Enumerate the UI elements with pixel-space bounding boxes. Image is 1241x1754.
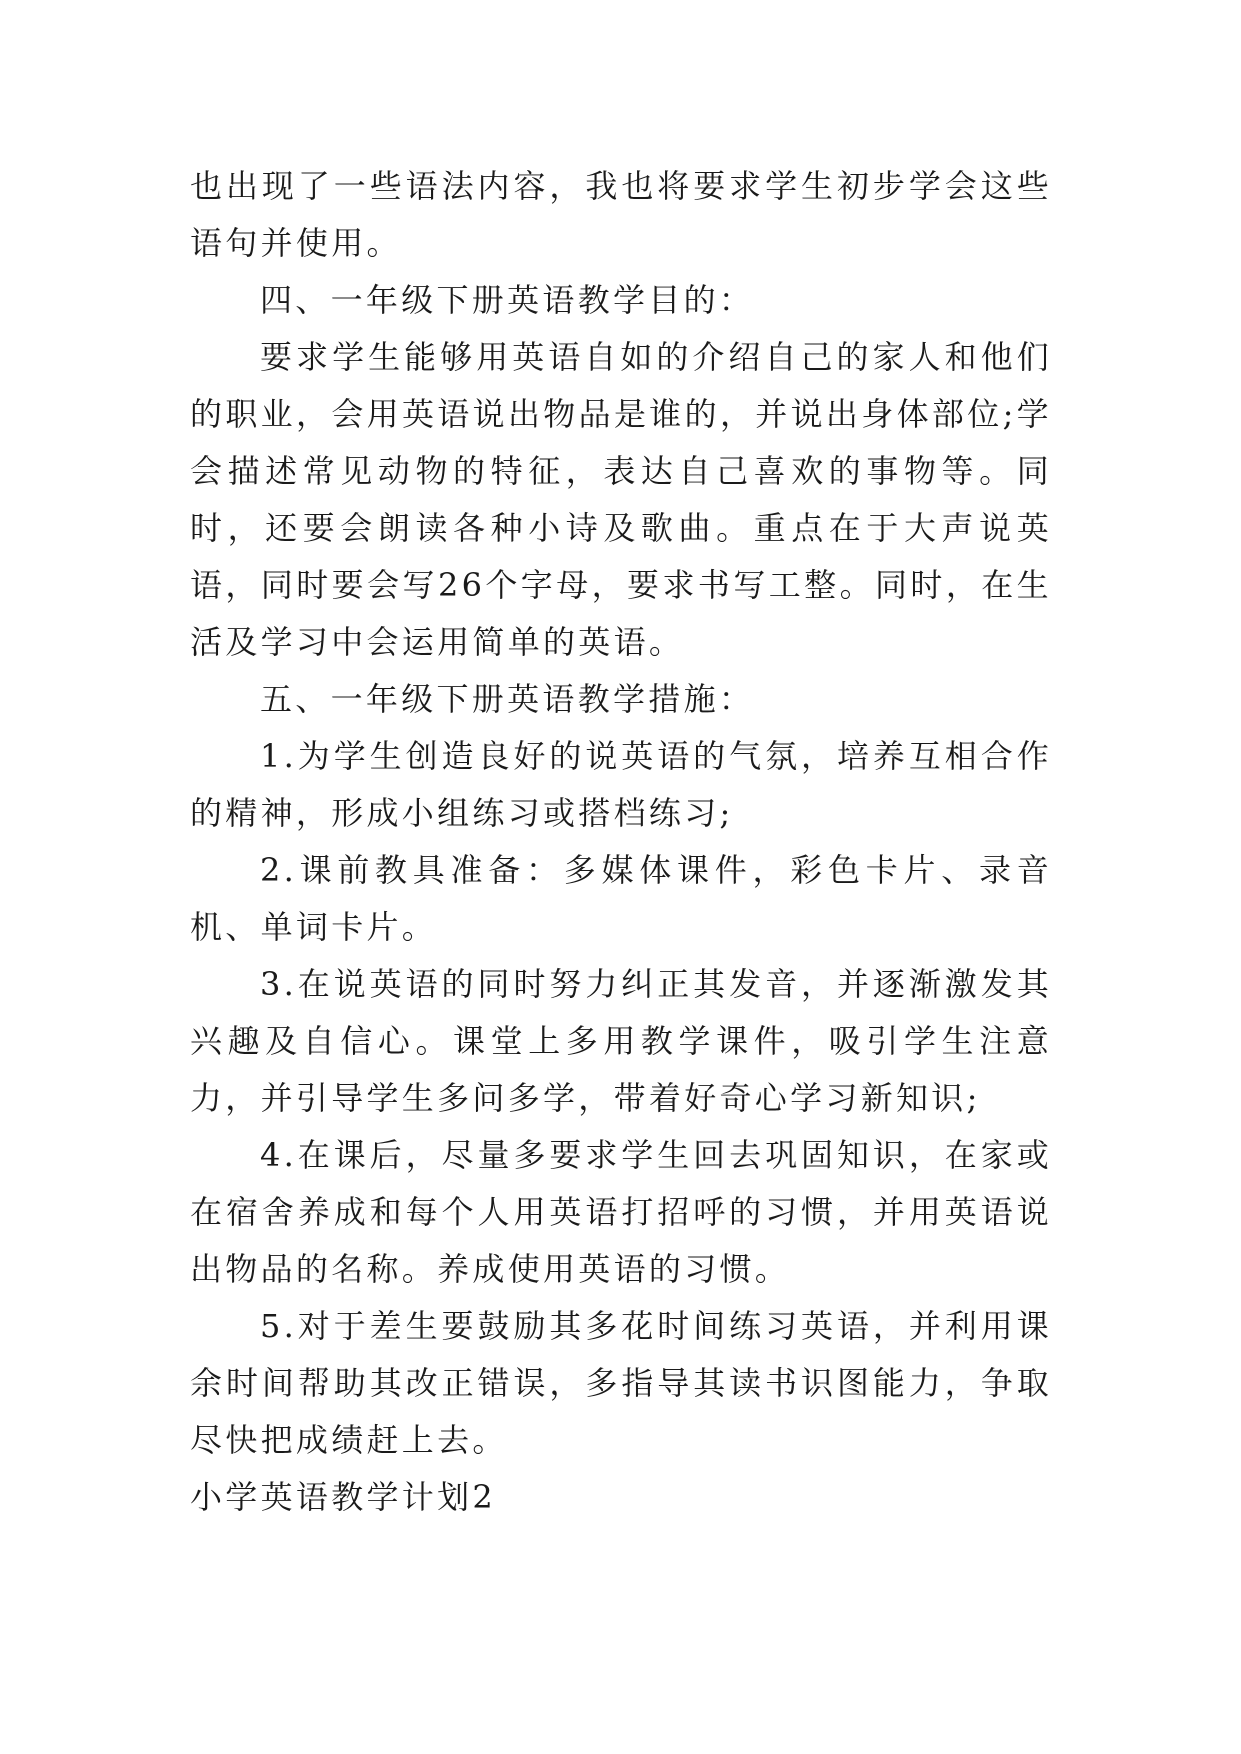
section-four-heading: 四、一年级下册英语教学目的：: [260, 281, 755, 319]
section-five-heading: 五、一年级下册英语教学措施：: [260, 680, 755, 718]
document-body: [190, 158, 1052, 1526]
measure-item-1: 1.为学生创造良好的说英语的气氛，培养互相合作的精神，形成小组练习或搭档练习;: [190, 737, 1052, 832]
teaching-goals-paragraph: 要求学生能够用英语自如的介绍自己的家人和他们的职业，会用英语说出物品是谁的，并说出身体部位;学会描述常见动物的特征，表达自己喜欢的事物等。同时，还要会朗读各种小诗及歌曲。重点在于大声说英语，同时要会写26个字母，要求书写工整。同时，在生活及学习中会运用简单的英语。: [190, 338, 1052, 661]
measure-item-3: 3.在说英语的同时努力纠正其发音，并逐渐激发其兴趣及自信心。课堂上多用教学课件，吸引学生注意力，并引导学生多问多学，带着好奇心学习新知识;: [190, 965, 1052, 1117]
section-heading: 小学英语教学计划2: [190, 1478, 497, 1516]
paragraph-continued: 也出现了一些语法内容，我也将要求学生初步学会这些语句并使用。: [190, 167, 1052, 262]
measure-item-5: 5.对于差生要鼓励其多花时间练习英语，并利用课余时间帮助其改正错误，多指导其读书识图能力，争取尽快把成绩赶上去。: [190, 1307, 1052, 1459]
measure-item-4: 4.在课后，尽量多要求学生回去巩固知识，在家或在宿舍养成和每个人用英语打招呼的习惯，并用英语说出物品的名称。养成使用英语的习惯。: [190, 1136, 1052, 1288]
measure-item-2: 2.课前教具准备：多媒体课件，彩色卡片、录音机、单词卡片。: [190, 851, 1052, 946]
